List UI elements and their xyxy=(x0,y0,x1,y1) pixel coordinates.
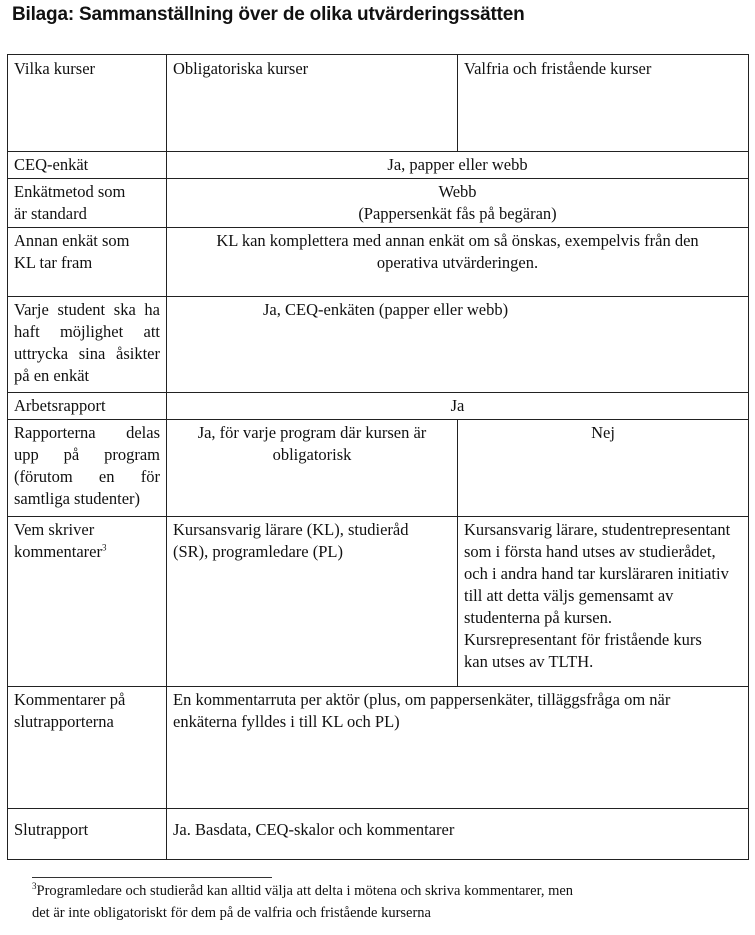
cell-value: Webb (Pappersenkät fås på begäran) xyxy=(167,179,749,228)
table-row-comments xyxy=(8,687,749,809)
table-row-header xyxy=(8,55,749,152)
cell-value: Ja xyxy=(167,393,749,420)
table-row-split xyxy=(8,420,749,517)
table-row-work-report xyxy=(8,393,749,420)
row-label: Enkätmetod som är standard xyxy=(8,179,167,228)
cell-value: KL kan komplettera med annan enkät om så önskas, exempelvis från den operativa utvärderingen. xyxy=(167,228,749,297)
table-row-who-comments xyxy=(8,517,749,687)
table-row-every-student xyxy=(8,297,749,393)
row-label: Slutrapport xyxy=(8,809,167,860)
row-label: Rapporterna delas upp på program (förutom en för samtliga studenter) xyxy=(8,420,167,517)
table-row-final-report xyxy=(8,809,749,860)
table-row-ceq xyxy=(8,152,749,179)
footnote-mark: 3 xyxy=(32,881,37,892)
table-row-method xyxy=(8,179,749,228)
row-label: Annan enkät som KL tar fram xyxy=(8,228,167,297)
row-label xyxy=(8,517,167,687)
cell-optional-text: Kursansvarig lärare, studentrepresentant som i första hand utses av studierådet, och i andra hand tar kursläraren initiativ till att detta väljs gemensamt av studenterna på kursen. xyxy=(464,520,731,627)
cell-value: Ja. Basdata, CEQ-skalor och kommentarer xyxy=(167,809,749,860)
row-label: CEQ-enkät xyxy=(8,152,167,179)
column-header-mandatory: Obligatoriska kurser xyxy=(167,55,458,152)
cell-value: Ja, CEQ-enkäten (papper eller webb) xyxy=(167,297,749,393)
cell-mandatory: Kursansvarig lärare (KL), studieråd (SR), programledare (PL) xyxy=(167,517,458,687)
footnote-mark: 3 xyxy=(101,542,107,553)
column-header-optional: Valfria och fristående kurser xyxy=(458,55,749,152)
cell-optional: Nej xyxy=(458,420,749,517)
footnote-text: Programledare och studieråd kan alltid välja att delta i mötena och skriva kommentarer, men det är inte obligatoriskt för dem på de valfria och fristående kurserna xyxy=(32,883,574,921)
cell-mandatory: Ja, för varje program där kursen är obligatorisk xyxy=(167,420,458,517)
cell-optional-extra: Kursrepresentant för fristående kurs kan utses av TLTH. xyxy=(464,630,702,671)
footnote-divider xyxy=(32,877,272,878)
cell-value: Ja, papper eller webb xyxy=(167,152,749,179)
footnote xyxy=(32,880,732,924)
table-row-other-survey xyxy=(8,228,749,297)
row-label: Vilka kurser xyxy=(8,55,167,152)
row-label: Kommentarer på slutrapporterna xyxy=(8,687,167,809)
evaluation-table xyxy=(7,54,749,860)
cell-optional xyxy=(458,517,749,687)
row-label-text: Vem skriver kommentarer xyxy=(14,520,102,561)
row-label: Varje student ska ha haft möjlighet att uttrycka sina åsikter på en enkät xyxy=(8,297,167,393)
cell-value: En kommentarruta per aktör (plus, om pappersenkäter, tilläggsfråga om när enkäterna fylldes i till KL och PL) xyxy=(167,687,749,809)
row-label: Arbetsrapport xyxy=(8,393,167,420)
page-title: Bilaga: Sammanställning över de olika utvärderingssätten xyxy=(12,4,525,25)
